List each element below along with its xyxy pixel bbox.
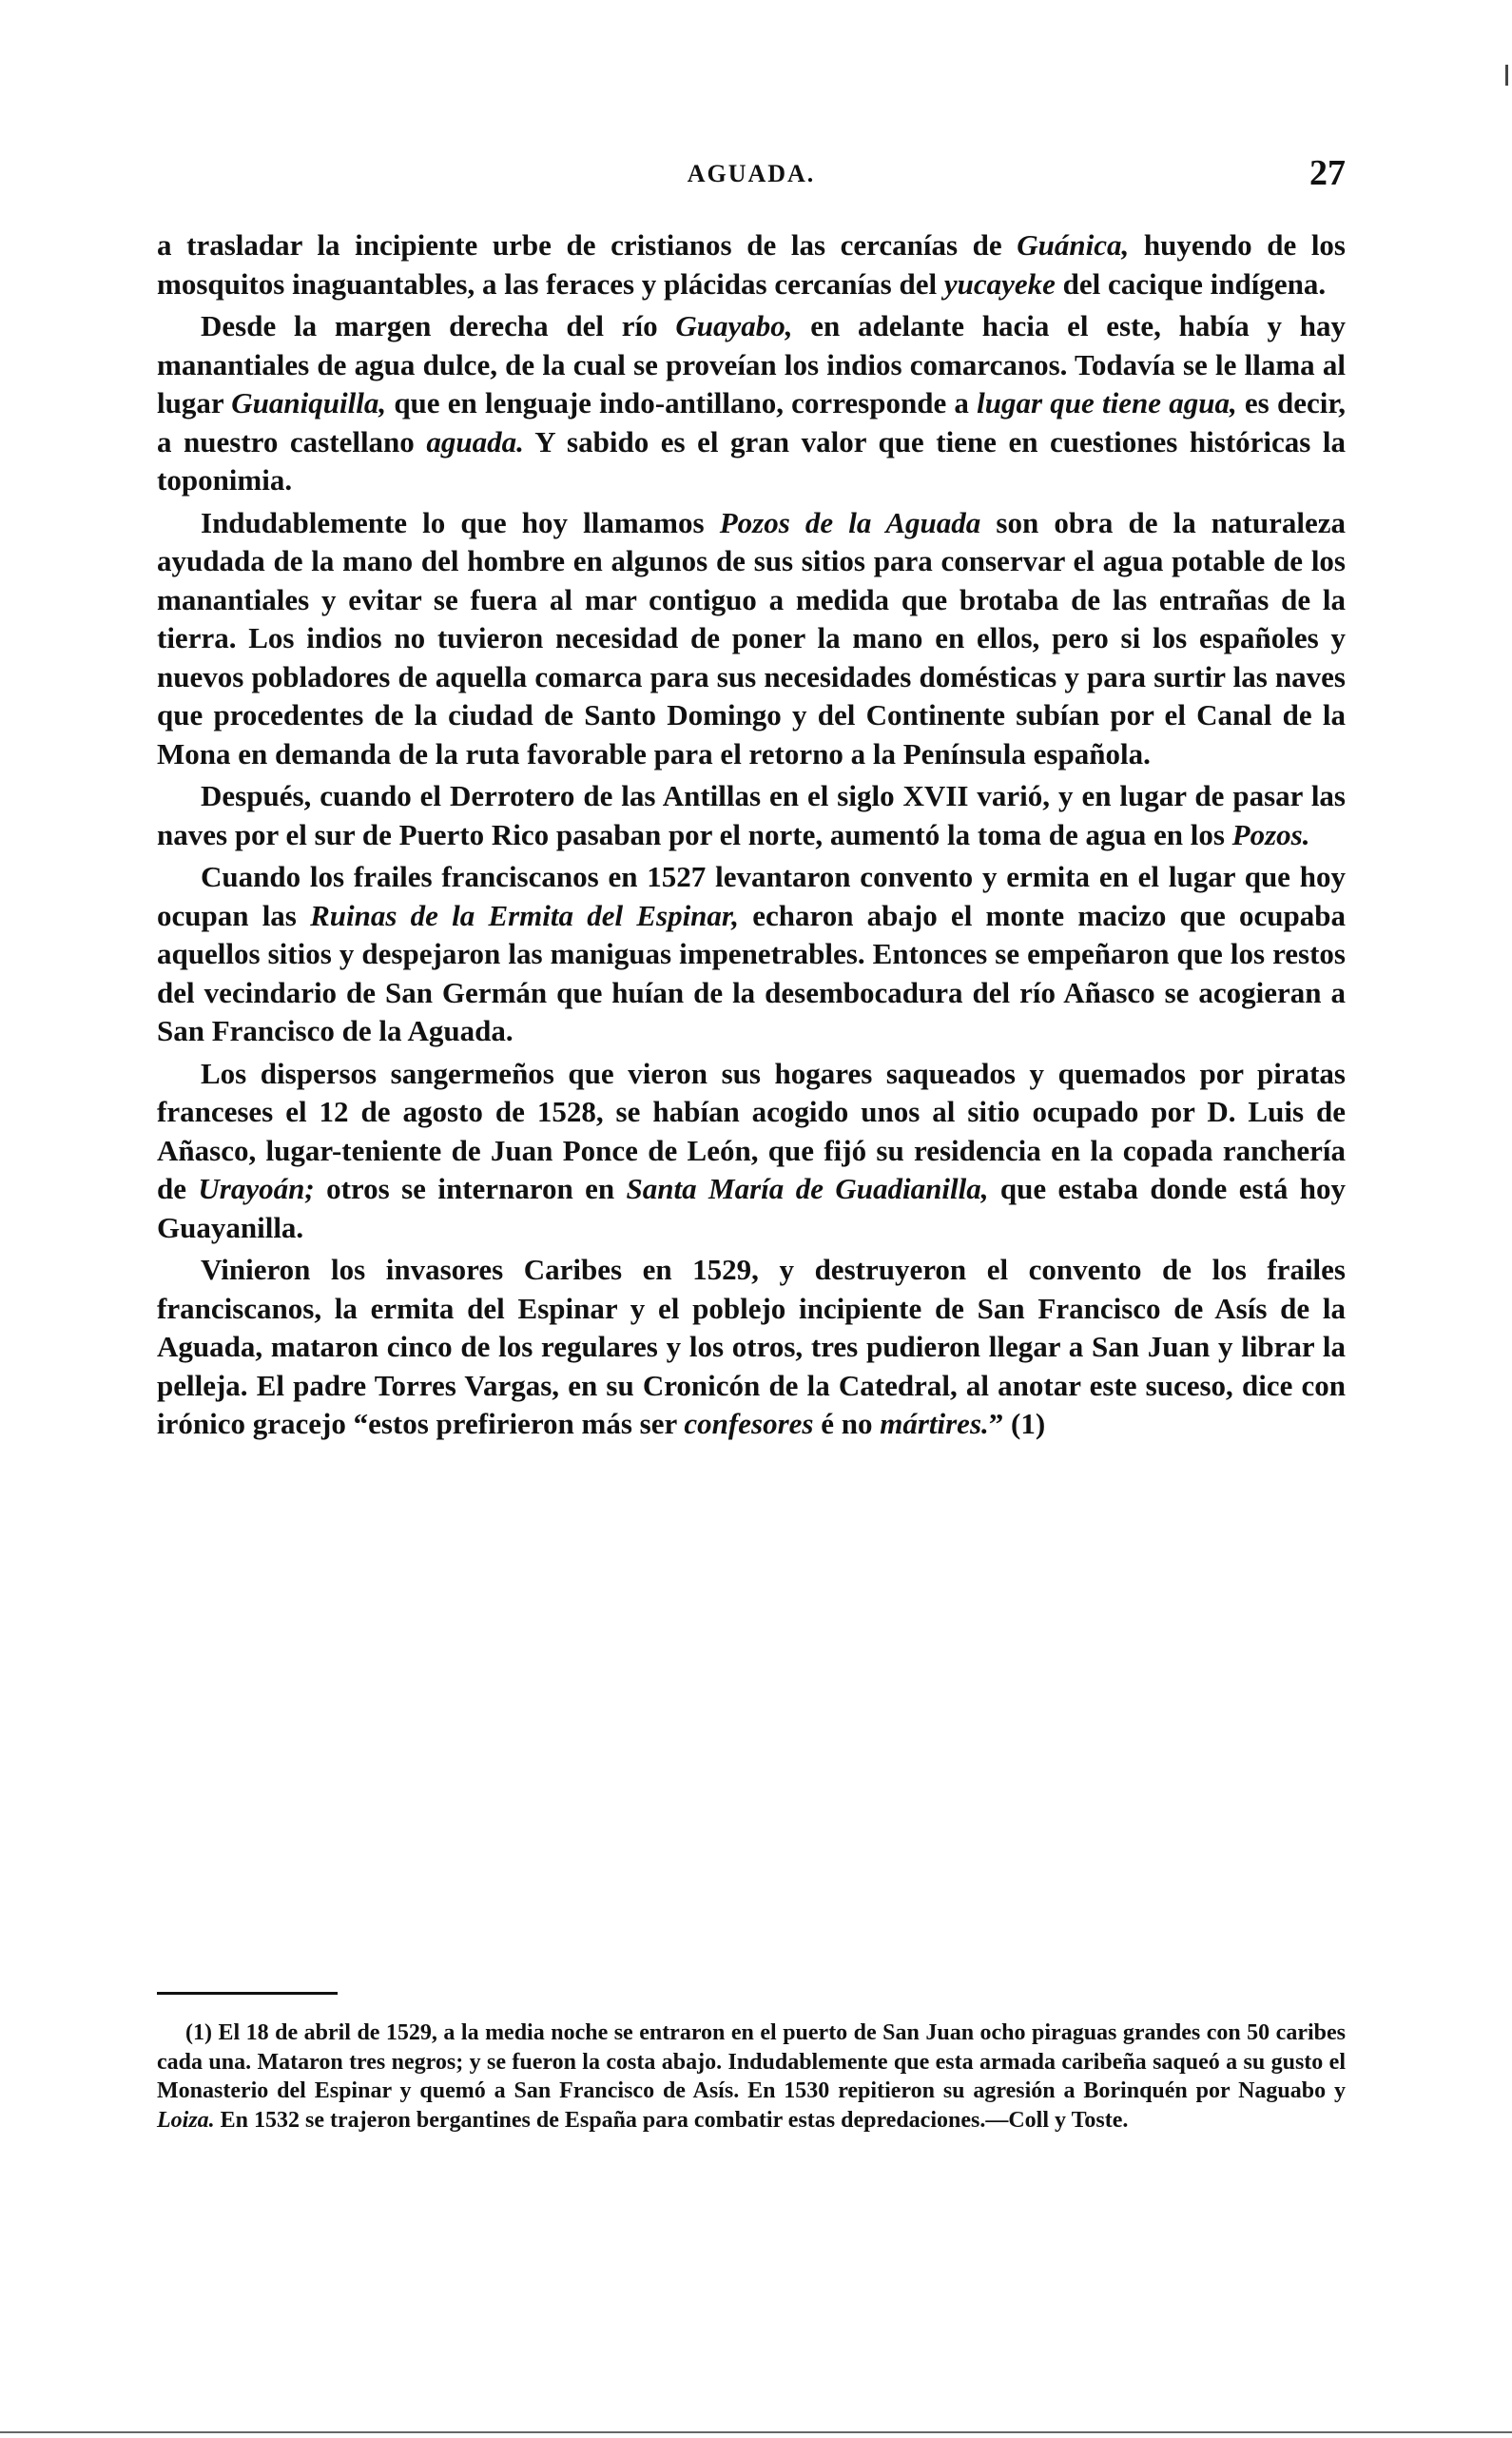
text-run: (1) El 18 de abril de 1529, a la media noche se entraron en el puerto de San Juan ocho piraguas grandes con 50 caribes cada una. Mataron tres negros; y se fueron la costa abajo. Indudablemente que esta armada caribeña saqueó a su gusto el Monasterio del Espinar y quemó a San Francisco de Asís. En 1530 repitieron su agresión a Borinquén por Naguabo y: [157, 2020, 1346, 2103]
text-run: Y sabido es el gran valor que tiene en cuestiones históricas la toponimia.: [157, 424, 1347, 497]
text-run: Vinieron los invasores Caribes en 1529, y destruyeron el convento de los frailes franciscanos, la ermita del Espinar y el poblejo incipiente de San Francisco de Asís de la Aguada, mataron cinco de los regulares y los otros, tres pudieron llegar a San Juan y librar la pelleja. El padre Torres Vargas, en su Cronicón de la Catedral, al anotar este suceso, dice con irónico gracejo “estos prefirieron más ser: [157, 1253, 1346, 1440]
italic-text: Guayabo,: [675, 309, 793, 342]
italic-text: confesores: [684, 1407, 814, 1440]
italic-text: Pozos de la Aguada: [719, 505, 981, 539]
italic-text: Santa María de Guadianilla,: [626, 1172, 989, 1205]
italic-text: Guaniquilla,: [231, 386, 387, 419]
text-run: Cuando los frailes franciscanos en 1527 levantaron convento y ermita en el lugar que hoy ocupan las: [157, 860, 1346, 932]
italic-text: Guánica,: [1017, 228, 1130, 262]
paragraph: [157, 226, 1346, 303]
text-run: que en lenguaje indo-antillano, corresponde a: [386, 386, 978, 419]
italic-text: mártires.: [880, 1407, 989, 1440]
text-run: Los dispersos sangermeños que vieron sus hogares saqueados y quemados por piratas franceses el 12 de agosto de 1528, se habían acogido unos al sitio ocupado por D. Luis de Añasco, lugar-teniente de Juan Ponce de León, que fijó su residencia en la copada ranchería de: [157, 1056, 1346, 1205]
body-text: [157, 226, 1346, 1448]
text-run: ” (1): [988, 1407, 1046, 1440]
text-run: que estaba donde está hoy Guayanilla.: [157, 1172, 1347, 1244]
page-number: 27: [1309, 153, 1346, 193]
text-run: é no: [813, 1407, 881, 1440]
paragraph: [157, 504, 1346, 774]
text-run: a trasladar la incipiente urbe de cristianos de las cercanías de: [157, 228, 1018, 262]
text-run: echaron abajo el monte macizo que ocupaba aquellos sitios y despejaron las maniguas impenetrables. Entonces se empeñaron que los restos del vecindario de San Germán que huían de la desembocadura del río Añasco se acogieran a San Francisco de la Aguada.: [157, 898, 1346, 1047]
text-run: huyendo de los mosquitos inaguantables, a las feraces y plácidas cercanías del: [157, 228, 1346, 301]
text-run: es decir, a nuestro castellano: [157, 386, 1346, 458]
running-head: AGUADA.: [687, 160, 816, 187]
italic-text: Urayoán;: [198, 1172, 315, 1205]
text-run: son obra de la naturaleza ayudada de la mano del hombre en algunos de sus sitios para conservar el agua potable de los manantiales y evitar se fuera al mar contiguo a medida que brotaba de las entrañas de la tierra. Los indios no tuvieron necesidad de poner la mano en ellos, pero si los españoles y nuevos pobladores de aquella comarca para sus necesidades domésticas y para surtir las naves que procedentes de la ciudad de Santo Domingo y del Continente subían por el Canal de la Mona en demanda de la ruta favorable para el retorno a la Península española.: [157, 505, 1347, 770]
text-run: En 1532 se trajeron bergantines de España para combatir estas depredaciones.—Coll y Toste.: [214, 2107, 1129, 2133]
italic-text: yucayeke: [943, 266, 1056, 301]
page-header: [157, 152, 1346, 200]
text-run: Indudablemente lo que hoy llamamos: [201, 505, 720, 539]
paragraph: [157, 307, 1346, 500]
text-run: en adelante hacia el este, había y hay manantiales de agua dulce, de la cual se proveían los indios comarcanos. Todavía se le llama al lugar: [157, 309, 1346, 419]
paragraph: [157, 858, 1346, 1051]
footnote-separator: [157, 1992, 338, 1995]
scan-edge-mark: [1505, 65, 1508, 86]
scan-bottom-edge: [0, 2431, 1512, 2433]
text-run: Después, cuando el Derrotero de las Antillas en el siglo XVII varió, y en lugar de pasar las naves por el sur de Puerto Rico pasaban por el norte, aumentó la toma de agua en los: [157, 779, 1346, 851]
italic-text: lugar que tiene agua,: [977, 386, 1237, 419]
paragraph: [157, 1251, 1346, 1444]
text-run: Desde la margen derecha del río: [201, 309, 676, 342]
text-run: otros se internaron en: [314, 1172, 627, 1205]
italic-text: Ruinas de la Ermita del Espinar,: [310, 898, 740, 932]
italic-text: Pozos.: [1231, 817, 1310, 851]
italic-text: aguada.: [426, 424, 524, 458]
paragraph: [157, 777, 1346, 854]
italic-text: Loiza.: [157, 2107, 215, 2133]
footnote: [157, 2019, 1346, 2135]
paragraph: [157, 1055, 1346, 1248]
text-run: del cacique indígena.: [1055, 266, 1327, 301]
